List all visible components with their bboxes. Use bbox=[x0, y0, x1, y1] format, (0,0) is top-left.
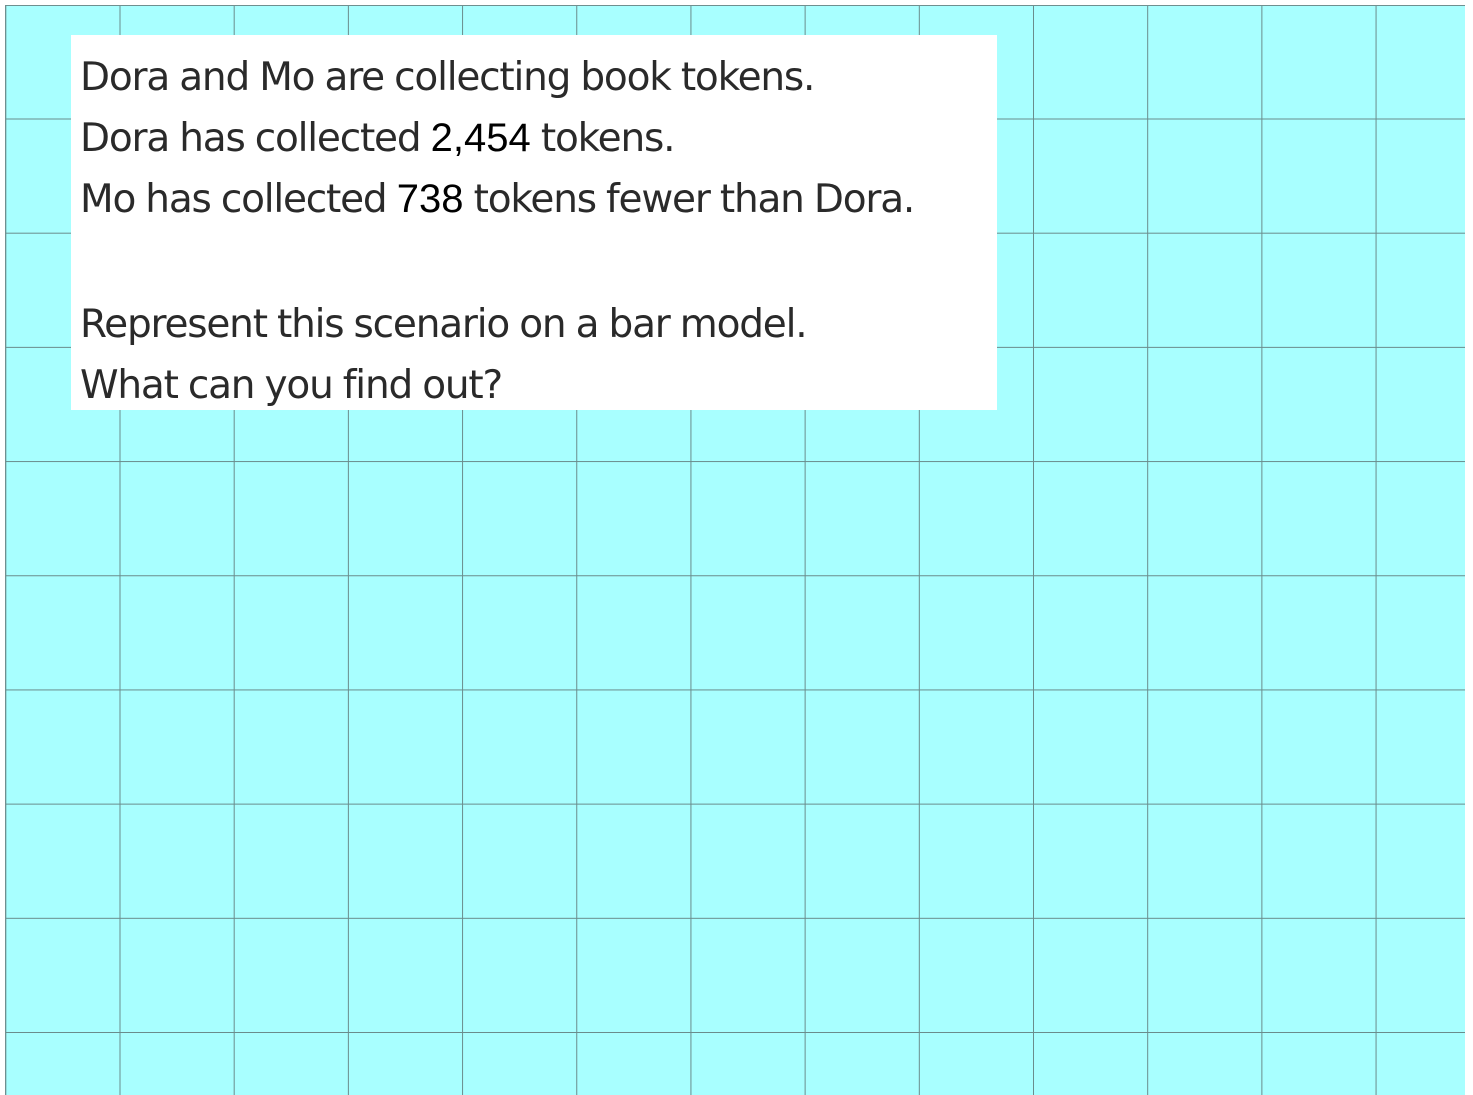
mo-difference-count: 738 bbox=[396, 177, 464, 221]
mo-text-after: tokens fewer than Dora. bbox=[463, 177, 915, 222]
question-line-5 bbox=[80, 355, 997, 416]
instruction-text: Represent this scenario on a bar model. bbox=[80, 302, 807, 347]
prompt-text: What can you find out? bbox=[80, 363, 502, 408]
question-line-2 bbox=[80, 108, 997, 169]
question-card bbox=[71, 35, 997, 410]
mo-text-before: Mo has collected bbox=[80, 177, 397, 222]
intro-text: Dora and Mo are collecting book tokens. bbox=[80, 55, 815, 100]
dora-text-before: Dora has collected bbox=[80, 116, 431, 161]
dora-token-count: 2,454 bbox=[430, 116, 531, 160]
question-line-3 bbox=[80, 169, 997, 230]
question-line-1 bbox=[80, 47, 997, 108]
dora-text-after: tokens. bbox=[530, 116, 675, 161]
question-line-4 bbox=[80, 294, 997, 355]
